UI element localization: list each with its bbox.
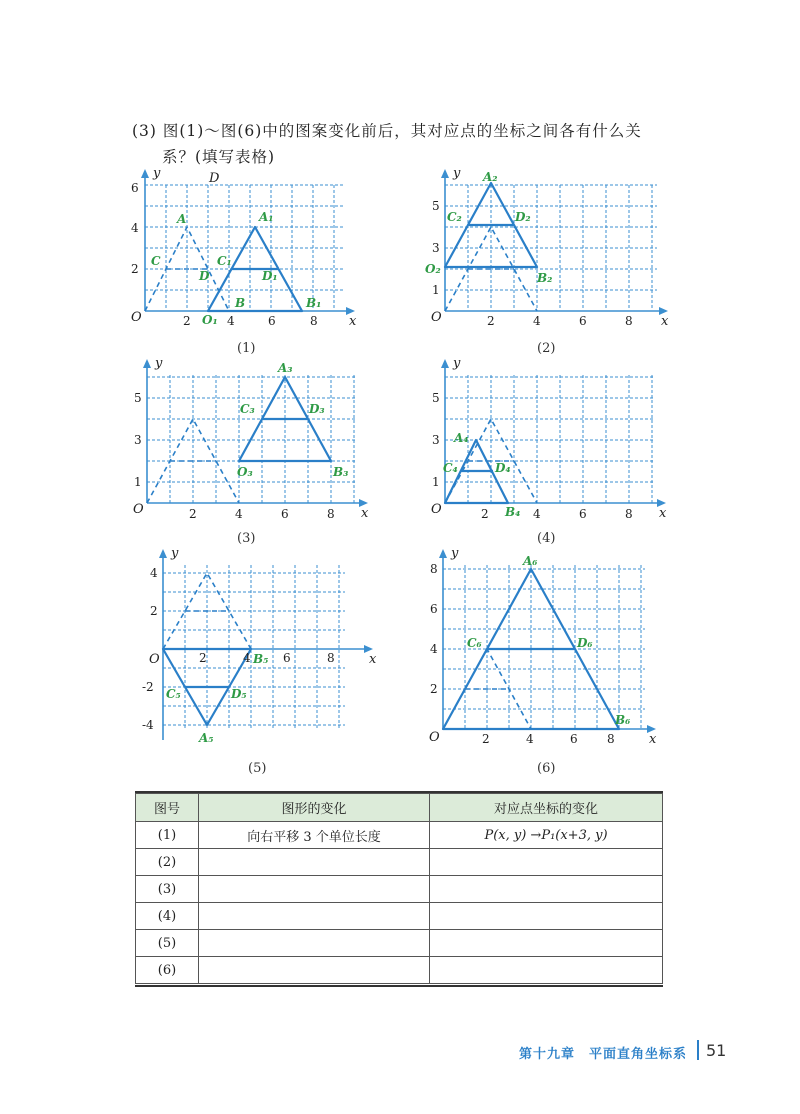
row-fig-no: (2) (136, 849, 199, 876)
row-fig-no: (5) (136, 930, 199, 957)
fig1-xtick-4: 4 (227, 314, 235, 328)
fig5-ytick-neg2: -2 (142, 680, 154, 694)
chapter-title: 第十九章 平面直角坐标系 (519, 1047, 688, 1062)
fig1-label-d: D (199, 269, 210, 283)
figure-2-caption: (2) (537, 341, 556, 356)
fig5-xtick-6: 6 (283, 651, 291, 665)
fig6-y-label: y (451, 546, 459, 561)
fig2-xtick-8: 8 (625, 314, 633, 328)
fig5-xtick-8: 8 (327, 651, 335, 665)
figure-4-graph (423, 355, 673, 525)
fig4-xtick-4: 4 (533, 507, 541, 521)
fig6-origin: O (429, 730, 440, 745)
fig4-ytick-5: 5 (432, 391, 440, 405)
table-row (136, 876, 663, 903)
fig3-label-c3: C₃ (240, 402, 255, 416)
fig5-ytick-4: 4 (150, 566, 158, 580)
fig1-label-a1: A₁ (259, 210, 274, 224)
fig3-y-label: y (155, 356, 163, 371)
fig2-label-a2: A₂ (483, 170, 498, 184)
fig3-xtick-8: 8 (327, 507, 335, 521)
fig6-ytick-2: 2 (430, 682, 438, 696)
fig3-ytick-3: 3 (134, 433, 142, 447)
fig2-y-label: y (453, 166, 461, 181)
row-fig-no: (6) (136, 957, 199, 984)
question-text (132, 118, 692, 170)
fig3-label-o3: O₃ (237, 465, 253, 479)
figure-1-graph (125, 165, 365, 330)
fig1-xtick-6: 6 (268, 314, 276, 328)
row-shape-change[interactable] (199, 957, 430, 984)
fig3-ytick-5: 5 (134, 391, 142, 405)
fig1-x-label: x (349, 314, 357, 329)
header-fig-no: 图号 (136, 794, 199, 822)
fig4-label-b4: B₄ (505, 505, 521, 519)
fig1-origin: O (131, 310, 142, 325)
fig3-label-d3: D₃ (309, 402, 325, 416)
fig6-xtick-8: 8 (607, 732, 615, 746)
fig4-ytick-1: 1 (432, 475, 440, 489)
fig1-label-c1: C₁ (217, 254, 232, 268)
fig3-label-a3: A₃ (278, 361, 293, 375)
fig4-xtick-6: 6 (579, 507, 587, 521)
header-coord-change: 对应点坐标的变化 (430, 794, 663, 822)
table-header-row (136, 794, 663, 822)
fig1-ytick-6: 6 (131, 181, 139, 195)
fig2-label-d2: D₂ (515, 210, 531, 224)
row-shape-change: 向右平移 3 个单位长度 (199, 822, 430, 849)
figure-2-graph (425, 165, 675, 330)
figure-4-caption: (4) (537, 531, 556, 546)
fig1-xtick-8: 8 (310, 314, 318, 328)
row-shape-change[interactable] (199, 930, 430, 957)
fig3-origin: O (133, 502, 144, 517)
fig3-xtick-6: 6 (281, 507, 289, 521)
fig4-label-c4: C₄ (443, 461, 458, 475)
fig1-y-label: y (153, 166, 161, 181)
table-row (136, 822, 663, 849)
fig5-label-c5: C₅ (166, 687, 181, 701)
figure-5 (135, 545, 385, 750)
fig6-ytick-8: 8 (430, 562, 438, 576)
fig5-y-label: y (171, 546, 179, 561)
fig5-label-b5: B₅ (253, 652, 269, 666)
figure-1-caption: (1) (237, 341, 256, 356)
figure-3-graph (125, 355, 375, 525)
table-row (136, 903, 663, 930)
figure-6-graph (423, 545, 673, 750)
fig1-label-d1: D₁ (262, 269, 278, 283)
fig2-xtick-2: 2 (487, 314, 495, 328)
figure-2 (425, 165, 675, 330)
fig2-ytick-3: 3 (432, 241, 440, 255)
fig6-x-label: x (649, 732, 657, 747)
fig3-label-b3: B₃ (333, 465, 349, 479)
fig6-ytick-6: 6 (430, 602, 438, 616)
figure-3-caption: (3) (237, 531, 256, 546)
fig5-xtick-4: 4 (243, 651, 251, 665)
fig1-label-b: B (235, 296, 246, 310)
fig3-x-label: x (361, 506, 369, 521)
fig5-ytick-2: 2 (150, 604, 158, 618)
row-shape-change[interactable] (199, 903, 430, 930)
fig4-label-a4: A₄ (454, 431, 469, 445)
fig6-label-b6: B₆ (615, 713, 631, 727)
fig5-xtick-2: 2 (199, 651, 207, 665)
fig4-label-d4: D₄ (495, 461, 511, 475)
fig6-ytick-4: 4 (430, 642, 438, 656)
row-coord-change[interactable] (430, 930, 663, 957)
fig5-label-a5: A₅ (199, 731, 214, 745)
fig6-xtick-6: 6 (570, 732, 578, 746)
footer-divider (697, 1040, 699, 1060)
fig1-ytick-2: 2 (131, 262, 139, 276)
fig5-origin: O (149, 652, 160, 667)
fig1-d-top: D (209, 171, 220, 186)
fig1-xtick-2: 2 (183, 314, 191, 328)
row-shape-change[interactable] (199, 876, 430, 903)
fig4-x-label: x (659, 506, 667, 521)
fig6-label-c6: C₆ (467, 636, 482, 650)
figure-4 (423, 355, 673, 525)
fig1-label-a: A (177, 212, 187, 226)
row-fig-no: (1) (136, 822, 199, 849)
page-number: 51 (706, 1041, 727, 1060)
fig2-origin: O (431, 310, 442, 325)
fig3-xtick-4: 4 (235, 507, 243, 521)
answer-table (135, 793, 663, 984)
fig2-ytick-5: 5 (432, 199, 440, 213)
fig6-label-a6: A₆ (523, 554, 538, 568)
row-fig-no: (4) (136, 903, 199, 930)
fig2-label-b2: B₂ (537, 271, 553, 285)
fig4-y-label: y (453, 356, 461, 371)
fig1-label-c: C (151, 254, 161, 268)
fig1-label-b1: B₁ (306, 296, 322, 310)
fig2-label-c2: C₂ (447, 210, 462, 224)
row-shape-change[interactable] (199, 849, 430, 876)
fig4-origin: O (431, 502, 442, 517)
fig5-x-label: x (369, 652, 377, 667)
question-line-2: 系？(填写表格) (162, 148, 276, 166)
fig2-xtick-4: 4 (533, 314, 541, 328)
row-coord-change: P(x, y) →P₁(x+3, y) (430, 822, 663, 849)
row-coord-change[interactable] (430, 903, 663, 930)
fig4-xtick-2: 2 (481, 507, 489, 521)
fig2-x-label: x (661, 314, 669, 329)
figure-1 (125, 165, 365, 330)
row-coord-change[interactable] (430, 876, 663, 903)
row-fig-no: (3) (136, 876, 199, 903)
fig5-label-d5: D₅ (231, 687, 247, 701)
figure-5-graph (135, 545, 385, 750)
question-line-1: (3) 图(1)～图(6)中的图案变化前后，其对应点的坐标之间各有什么关 (132, 122, 642, 140)
fig4-xtick-8: 8 (625, 507, 633, 521)
fig3-xtick-2: 2 (189, 507, 197, 521)
table-row (136, 849, 663, 876)
table-bottom-rule (135, 985, 663, 987)
fig2-label-o2: O₂ (425, 262, 441, 276)
fig6-label-d6: D₆ (577, 636, 593, 650)
fig2-ytick-1: 1 (432, 283, 440, 297)
figure-6-caption: (6) (537, 761, 556, 776)
figure-3 (125, 355, 375, 525)
figure-5-caption: (5) (248, 761, 267, 776)
figure-6 (423, 545, 673, 750)
fig1-ytick-4: 4 (131, 221, 139, 235)
fig3-ytick-1: 1 (134, 475, 142, 489)
fig6-xtick-4: 4 (526, 732, 534, 746)
fig1-label-o1: O₁ (202, 313, 218, 327)
table-row (136, 957, 663, 984)
fig4-ytick-3: 3 (432, 433, 440, 447)
fig6-xtick-2: 2 (482, 732, 490, 746)
fig5-ytick-neg4: -4 (142, 718, 154, 732)
row-coord-change[interactable] (430, 957, 663, 984)
row-coord-change[interactable] (430, 849, 663, 876)
table-row (136, 930, 663, 957)
fig2-xtick-6: 6 (579, 314, 587, 328)
header-shape-change: 图形的变化 (199, 794, 430, 822)
